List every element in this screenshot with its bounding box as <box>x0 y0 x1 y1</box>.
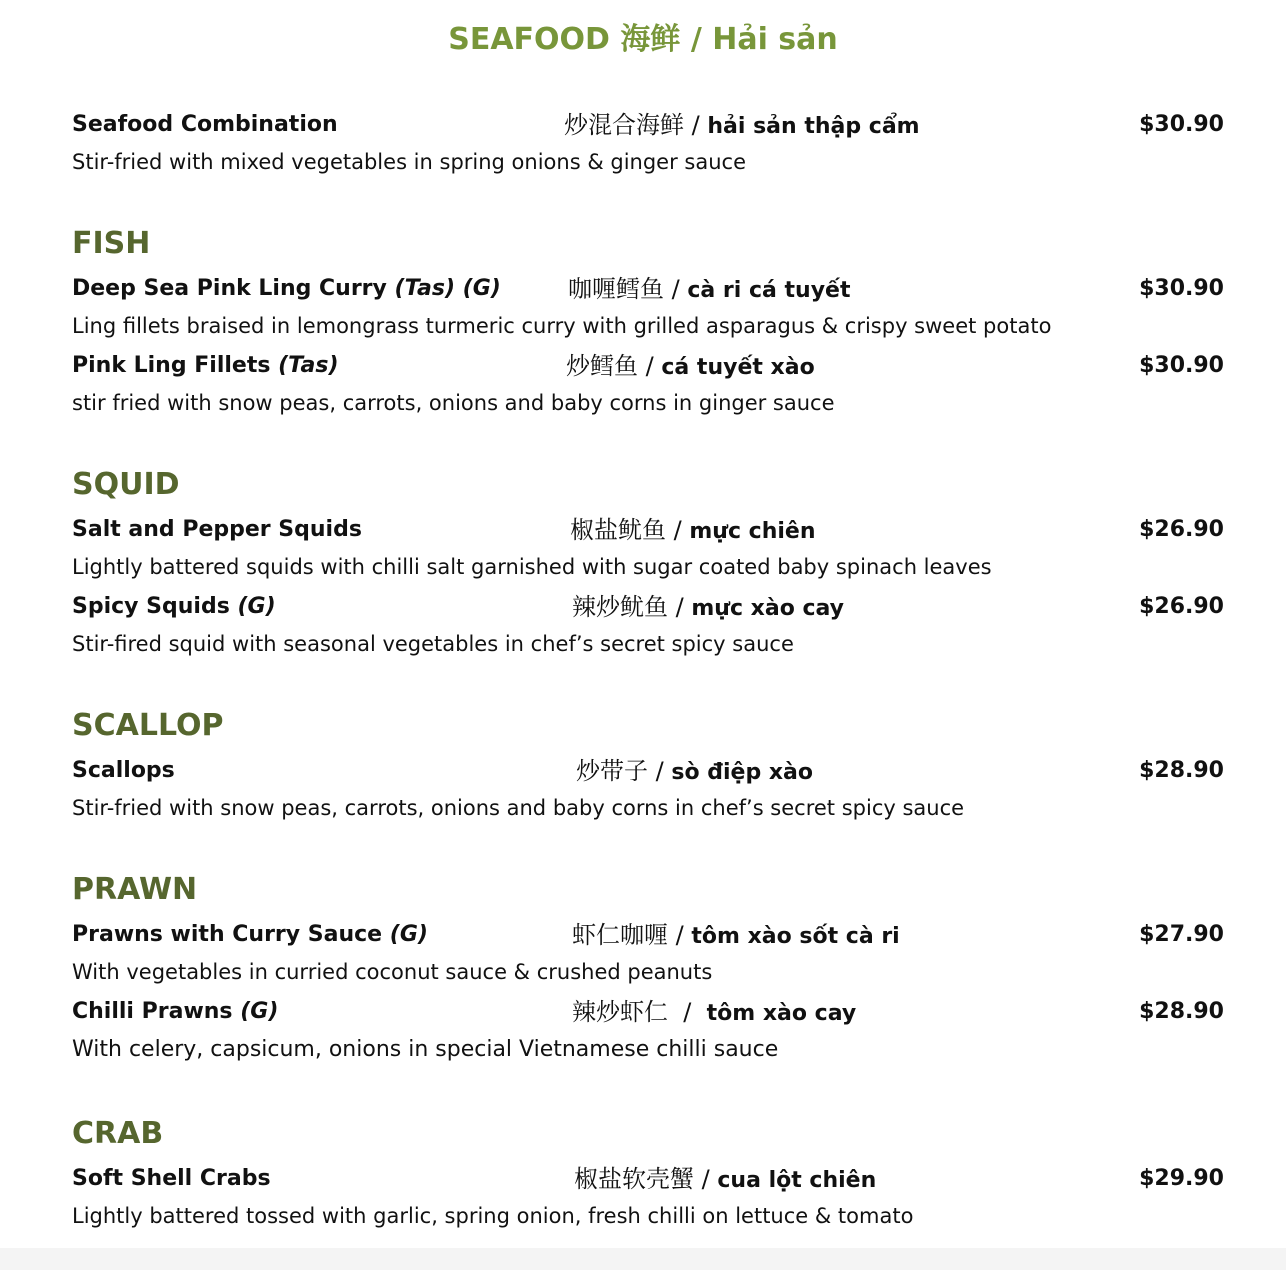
item-name-text: Deep Sea Pink Ling Curry <box>72 276 387 301</box>
item-price: $30.90 <box>1139 276 1224 301</box>
item-name-text: Soft Shell Crabs <box>72 1166 271 1191</box>
item-description: Ling fillets braised in lemongrass turmeric curry with grilled asparagus & crispy sweet potato <box>72 314 1052 338</box>
slash-separator: / <box>691 111 700 139</box>
menu-item-seafood-combination <box>72 108 1224 142</box>
item-description: Lightly battered tossed with garlic, spring onion, fresh chilli on lettuce & tomato <box>72 1204 914 1228</box>
item-translation <box>576 754 813 790</box>
menu-item-soft-shell-crabs <box>72 1162 1224 1196</box>
item-price: $28.90 <box>1139 758 1224 783</box>
menu-item-prawns-with-curry-sauce <box>72 918 1224 952</box>
slash-separator: / <box>673 516 682 544</box>
item-name <box>72 918 428 952</box>
item-price: $30.90 <box>1139 353 1224 378</box>
item-vietnamese-name: cá tuyết xào <box>661 355 815 380</box>
item-price: $29.90 <box>1139 1166 1224 1191</box>
item-chinese-name: 辣炒虾仁 <box>572 998 668 1026</box>
item-name <box>72 108 338 142</box>
item-translation <box>574 1162 876 1198</box>
item-chinese-name: 咖喱鳕鱼 <box>568 275 664 303</box>
item-vietnamese-name: tôm xào cay <box>706 1001 857 1026</box>
item-description: With vegetables in curried coconut sauce & crushed peanuts <box>72 960 713 984</box>
section-heading-scallop: SCALLOP <box>72 708 224 743</box>
item-price: $26.90 <box>1139 594 1224 619</box>
item-name-text: Scallops <box>72 758 175 783</box>
section-heading-squid: SQUID <box>72 467 180 502</box>
item-dietary-note: (Tas) (G) <box>394 276 501 301</box>
item-vietnamese-name: sò điệp xào <box>671 760 814 785</box>
item-vietnamese-name: tôm xào sốt cà ri <box>691 924 900 949</box>
item-dietary-note: (G) <box>240 999 279 1024</box>
item-translation <box>564 108 920 144</box>
menu-item-chilli-prawns <box>72 995 1224 1029</box>
menu-item-scallops <box>72 754 1224 788</box>
menu-item-deep-sea-pink-ling-curry <box>72 272 1224 306</box>
item-description: With celery, capsicum, onions in special Vietnamese chilli sauce <box>72 1037 779 1062</box>
item-description: stir fried with snow peas, carrots, onions and baby corns in ginger sauce <box>72 391 835 415</box>
item-price: $26.90 <box>1139 517 1224 542</box>
item-chinese-name: 椒盐软壳蟹 <box>574 1165 694 1193</box>
slash-separator: / <box>675 921 684 949</box>
item-vietnamese-name: mực xào cay <box>691 596 845 621</box>
page-title: SEAFOOD 海鲜 / Hải sản <box>448 22 838 57</box>
item-name <box>72 754 175 788</box>
item-description: Stir-fried with snow peas, carrots, onions and baby corns in chef’s secret spicy sauce <box>72 796 965 820</box>
item-name-text: Salt and Pepper Squids <box>72 517 362 542</box>
item-translation <box>572 918 900 954</box>
item-price: $27.90 <box>1139 922 1224 947</box>
item-chinese-name: 炒带子 <box>576 757 648 785</box>
item-name-text: Prawns with Curry Sauce <box>72 922 383 947</box>
item-description: Stir-fried with mixed vegetables in spring onions & ginger sauce <box>72 150 746 174</box>
section-heading-prawn: PRAWN <box>72 872 198 907</box>
item-price: $30.90 <box>1139 112 1224 137</box>
item-vietnamese-name: mực chiên <box>689 519 816 544</box>
item-name-text: Chilli Prawns <box>72 999 233 1024</box>
menu-item-pink-ling-fillets <box>72 349 1224 383</box>
item-name <box>72 513 362 547</box>
section-heading-crab: CRAB <box>72 1116 164 1151</box>
slash-separator: / <box>701 1165 710 1193</box>
slash-separator: / <box>655 757 664 785</box>
item-name-text: Spicy Squids <box>72 594 230 619</box>
item-translation <box>570 513 816 549</box>
item-name-text: Pink Ling Fillets <box>72 353 271 378</box>
item-price: $28.90 <box>1139 999 1224 1024</box>
item-dietary-note: (Tas) <box>278 353 339 378</box>
item-translation <box>572 590 844 626</box>
item-chinese-name: 椒盐鱿鱼 <box>570 516 666 544</box>
item-translation <box>568 272 850 308</box>
item-name <box>72 1162 271 1196</box>
item-dietary-note: (G) <box>237 594 276 619</box>
item-vietnamese-name: hải sản thập cẩm <box>707 114 920 139</box>
item-translation <box>572 995 856 1031</box>
menu-item-spicy-squids <box>72 590 1224 624</box>
item-name <box>72 349 339 383</box>
item-chinese-name: 虾仁咖喱 <box>572 921 668 949</box>
item-name-text: Seafood Combination <box>72 112 338 137</box>
menu-item-salt-and-pepper-squids <box>72 513 1224 547</box>
item-translation <box>566 349 815 385</box>
section-heading-fish: FISH <box>72 226 151 261</box>
item-vietnamese-name: cua lột chiên <box>717 1168 877 1193</box>
item-name <box>72 590 276 624</box>
page-bottom-edge <box>0 1248 1286 1270</box>
item-chinese-name: 炒鳕鱼 <box>566 352 638 380</box>
slash-separator: / <box>675 593 684 621</box>
item-description: Stir-fired squid with seasonal vegetables in chef’s secret spicy sauce <box>72 632 794 656</box>
item-chinese-name: 炒混合海鲜 <box>564 111 684 139</box>
slash-separator: / <box>671 275 680 303</box>
slash-separator: / <box>645 352 654 380</box>
item-name <box>72 272 501 306</box>
item-dietary-note: (G) <box>389 922 428 947</box>
slash-separator: / <box>683 998 692 1026</box>
item-description: Lightly battered squids with chilli salt garnished with sugar coated baby spinach leaves <box>72 555 992 579</box>
item-vietnamese-name: cà ri cá tuyết <box>687 278 851 303</box>
item-chinese-name: 辣炒鱿鱼 <box>572 593 668 621</box>
item-name <box>72 995 278 1029</box>
